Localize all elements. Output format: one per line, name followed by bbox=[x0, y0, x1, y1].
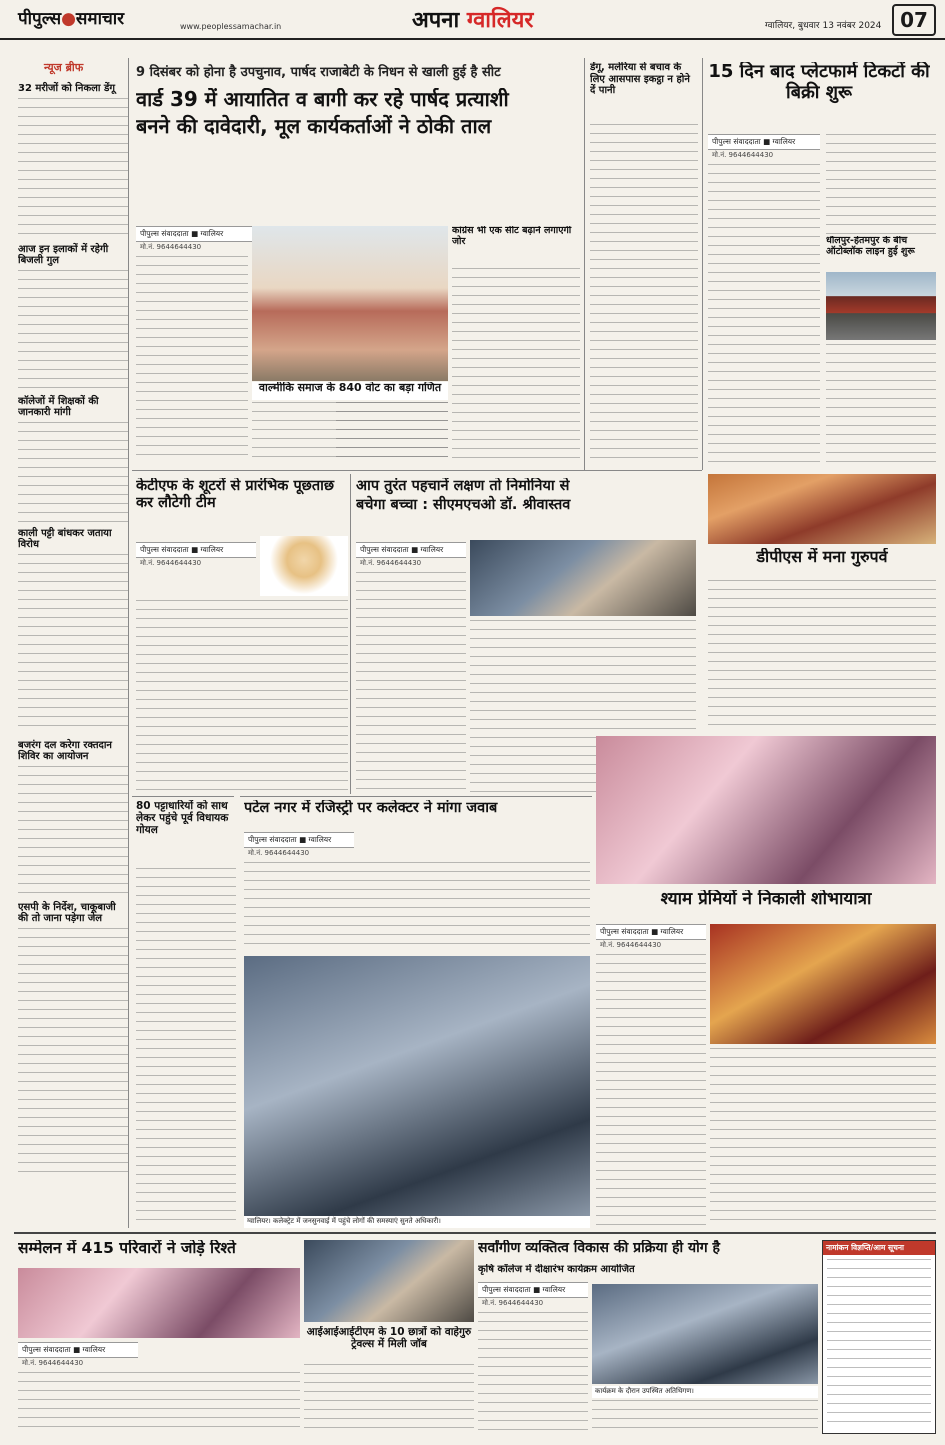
column-divider bbox=[350, 474, 351, 794]
brief-headline[interactable]: एसपी के निर्देश, चाकूबाजी की तो जाना पड़ेगा जेल bbox=[18, 901, 116, 924]
brief-headline[interactable]: आज इन इलाकों में रहेगी बिजली गुल bbox=[18, 243, 109, 266]
registry-headline[interactable]: पटेल नगर में रजिस्ट्री पर कलेक्टर ने मांगा जवाब bbox=[244, 800, 498, 816]
brief-body bbox=[18, 766, 128, 896]
platform-body-col1 bbox=[708, 164, 820, 464]
pneumonia-byline: पीपुल्स संवाददाता ■ ग्वालियर bbox=[356, 542, 466, 558]
platform-body-col2 bbox=[826, 134, 936, 234]
column-divider bbox=[584, 58, 585, 470]
brief-headline[interactable]: कॉलेजों में शिक्षकों की जानकारी मांगी bbox=[18, 395, 99, 418]
lead-headline-line1: वार्ड 39 में आयातित व बागी कर रहे पार्षद प्रत्याशी bbox=[136, 88, 509, 111]
lead-byline: पीपुल्स संवाददाता ■ ग्वालियर bbox=[136, 226, 266, 242]
patta-body bbox=[136, 868, 236, 1228]
sammelan-byline-box bbox=[18, 1342, 138, 1368]
pneumonia-byline-box bbox=[356, 542, 466, 568]
yoga-body-col1 bbox=[478, 1312, 588, 1434]
dateline: ग्वालियर, बुधवार 13 नवंबर 2024 bbox=[765, 21, 882, 31]
brief-body bbox=[18, 928, 128, 1178]
shyam-photo bbox=[710, 924, 936, 1044]
lead-sidebar-heading[interactable]: कांग्रेस भी एक सीट बढ़ाने लगाएगी जोर bbox=[452, 226, 572, 247]
yoga-mobile: मो.नं. 9644644430 bbox=[482, 1299, 544, 1307]
brand-right: समाचार bbox=[75, 9, 125, 29]
jansunvai-photo bbox=[244, 956, 590, 1216]
platform-byline-box bbox=[708, 134, 820, 160]
lead-body-col3 bbox=[452, 268, 580, 463]
platform-body-col3 bbox=[826, 344, 936, 464]
column-divider bbox=[128, 58, 129, 1228]
registry-mobile: मो.नं. 9644644430 bbox=[248, 849, 310, 857]
iiitm-photo bbox=[304, 1240, 474, 1322]
iiitm-body bbox=[304, 1364, 474, 1434]
yoga-subheadline[interactable]: कृषि कॉलेज में दीक्षारंभ कार्यक्रम आयोजित bbox=[478, 1264, 635, 1275]
shobhayatra-byline: पीपुल्स संवाददाता ■ ग्वालियर bbox=[596, 924, 706, 940]
platform-headline[interactable]: 15 दिन बाद प्लेटफार्म टिकटों की बिक्री शुरू bbox=[708, 62, 930, 103]
platform-mobile: मो.नं. 9644644430 bbox=[712, 151, 774, 159]
pneumonia-body-col1 bbox=[356, 572, 466, 792]
registry-byline: पीपुल्स संवाददाता ■ ग्वालियर bbox=[244, 832, 354, 848]
shobhayatra-byline-box bbox=[596, 924, 706, 950]
lead-body-col1 bbox=[136, 256, 248, 456]
brief-body bbox=[18, 554, 128, 734]
lead-photo bbox=[252, 226, 448, 381]
registry-byline-box bbox=[244, 832, 354, 858]
website-url[interactable]: www.peoplessamachar.in bbox=[180, 22, 282, 31]
lead-body-col4 bbox=[336, 402, 448, 462]
brief-body bbox=[18, 422, 128, 522]
yoga-headline[interactable]: सर्वांगीण व्यक्तित्व विकास की प्रक्रिया ही योग है bbox=[478, 1240, 720, 1256]
platform-subheadline[interactable]: धौलपुर-हेतमपुर के बीच ऑटोब्लॉक लाइन हुई शुरू bbox=[826, 236, 915, 257]
section-prefix: अपना bbox=[412, 8, 460, 33]
jansunvai-caption: ग्वालियर। कलेक्ट्रेट में जनसुनवाई में पहुंचे लोगों की समस्याएं सुनते अधिकारी। bbox=[244, 1216, 590, 1228]
shobhayatra-mobile: मो.नं. 9644644430 bbox=[600, 941, 662, 949]
brief-headline[interactable]: बजरंग दल करेगा रक्तदान शिविर का आयोजन bbox=[18, 739, 112, 762]
section-divider bbox=[132, 470, 702, 471]
pneumonia-photo bbox=[470, 540, 696, 616]
dengue-body bbox=[590, 124, 698, 464]
sammelan-byline: पीपुल्स संवाददाता ■ ग्वालियर bbox=[18, 1342, 138, 1358]
section-city: ग्वालियर bbox=[466, 8, 534, 33]
platform-byline: पीपुल्स संवाददाता ■ ग्वालियर bbox=[708, 134, 820, 150]
pneumonia-headline-line2: बचेगा बच्चा : सीएमएचओ डॉ. श्रीवास्तव bbox=[356, 496, 571, 513]
shobhayatra-body-col2 bbox=[710, 1048, 936, 1226]
yoga-photo-caption: कार्यक्रम के दौरान उपस्थित अतिथिगण। bbox=[592, 1386, 818, 1398]
sammelan-body bbox=[18, 1372, 300, 1434]
masthead bbox=[0, 0, 945, 40]
sammelan-mobile: मो.नं. 9644644430 bbox=[22, 1359, 84, 1367]
yoga-photo bbox=[592, 1284, 818, 1384]
lead-headline-line2: बनने की दावेदारी, मूल कार्यकर्ताओं ने ठोकी ताल bbox=[136, 114, 492, 138]
brief-body bbox=[18, 98, 128, 238]
section-divider bbox=[14, 1232, 936, 1234]
yoga-byline: पीपुल्स संवाददाता ■ ग्वालियर bbox=[478, 1282, 588, 1298]
ktf-body bbox=[136, 600, 348, 790]
gurupurab-body bbox=[708, 580, 936, 730]
ktf-byline-box bbox=[136, 542, 256, 568]
section-divider bbox=[240, 796, 592, 797]
notice-box bbox=[822, 1240, 936, 1434]
yoga-body-col2 bbox=[592, 1400, 818, 1434]
gurupurab-headline[interactable]: डीपीएस में मना गुरुपर्व bbox=[756, 548, 888, 566]
ktf-headline[interactable]: केटीएफ के शूटरों से प्रारंभिक पूछताछ कर लौटेगी टीम bbox=[136, 478, 335, 511]
train-photo bbox=[826, 272, 936, 340]
ktf-byline: पीपुल्स संवाददाता ■ ग्वालियर bbox=[136, 542, 256, 558]
shobhayatra-headline[interactable]: श्याम प्रेमियों ने निकाली शोभायात्रा bbox=[660, 890, 872, 909]
registry-body bbox=[244, 862, 590, 952]
sammelan-headline[interactable]: सम्मेलन में 415 परिवारों ने जोड़े रिश्ते bbox=[18, 1240, 236, 1257]
brand-left: पीपुल्स bbox=[18, 9, 62, 29]
news-brief-column bbox=[18, 60, 128, 1230]
patta-headline[interactable]: 80 पट्टाधारियों को साथ लेकर पहुंचे पूर्व विधायक गोयल bbox=[136, 800, 229, 837]
shobhayatra-photo bbox=[596, 736, 936, 884]
gurupurab-photo bbox=[708, 474, 936, 544]
brief-headline[interactable]: काली पट्टी बांधकर जताया विरोध bbox=[18, 527, 112, 550]
column-divider bbox=[702, 58, 703, 470]
dengue-headline[interactable]: डेंगू, मलेरिया से बचाव के लिए आसपास इकट्ठा न होने दें पानी bbox=[590, 62, 690, 96]
yoga-byline-box bbox=[478, 1282, 588, 1308]
police-illustration bbox=[260, 536, 348, 596]
pneumonia-headline[interactable] bbox=[356, 478, 696, 536]
lead-byline-box bbox=[136, 226, 266, 250]
page-number: 07 bbox=[892, 4, 936, 36]
sammelan-photo bbox=[18, 1268, 300, 1338]
section-title bbox=[412, 4, 533, 34]
lead-headline[interactable] bbox=[136, 88, 582, 148]
brief-body bbox=[18, 270, 128, 390]
pneumonia-mobile: मो.नं. 9644644430 bbox=[360, 559, 422, 567]
brand-logo bbox=[18, 6, 124, 29]
brief-headline[interactable]: 32 मरीजों को निकला डेंगू bbox=[18, 83, 115, 94]
notice-body bbox=[827, 1259, 931, 1429]
brand-dot: ● bbox=[61, 9, 76, 29]
pneumonia-headline-line1: आप तुरंत पहचानें लक्षण तो निमोनिया से bbox=[356, 478, 570, 494]
lead-kicker[interactable]: 9 दिसंबर को होना है उपचुनाव, पार्षद राजाबेटी के निधन से खाली हुई है सीट bbox=[136, 65, 501, 80]
news-brief-label: न्यूज ब्रीफ bbox=[44, 61, 84, 74]
ktf-mobile: मो.नं. 9644644430 bbox=[140, 559, 202, 567]
section-divider bbox=[132, 796, 234, 797]
lead-photo-caption: वाल्मीकि समाज के 840 वोट का बड़ा गणित bbox=[252, 382, 448, 400]
notice-title: नामांकन विज्ञप्ति/आम सूचना bbox=[823, 1241, 935, 1255]
shobhayatra-body-col1 bbox=[596, 954, 706, 1226]
iiitm-headline[interactable]: आईआईआईटीएम के 10 छात्रों को वाहेगुरु ट्रेवल्स में मिली जॉब bbox=[306, 1326, 472, 1351]
lead-mobile: मो.नं. 9644644430 bbox=[140, 243, 202, 250]
